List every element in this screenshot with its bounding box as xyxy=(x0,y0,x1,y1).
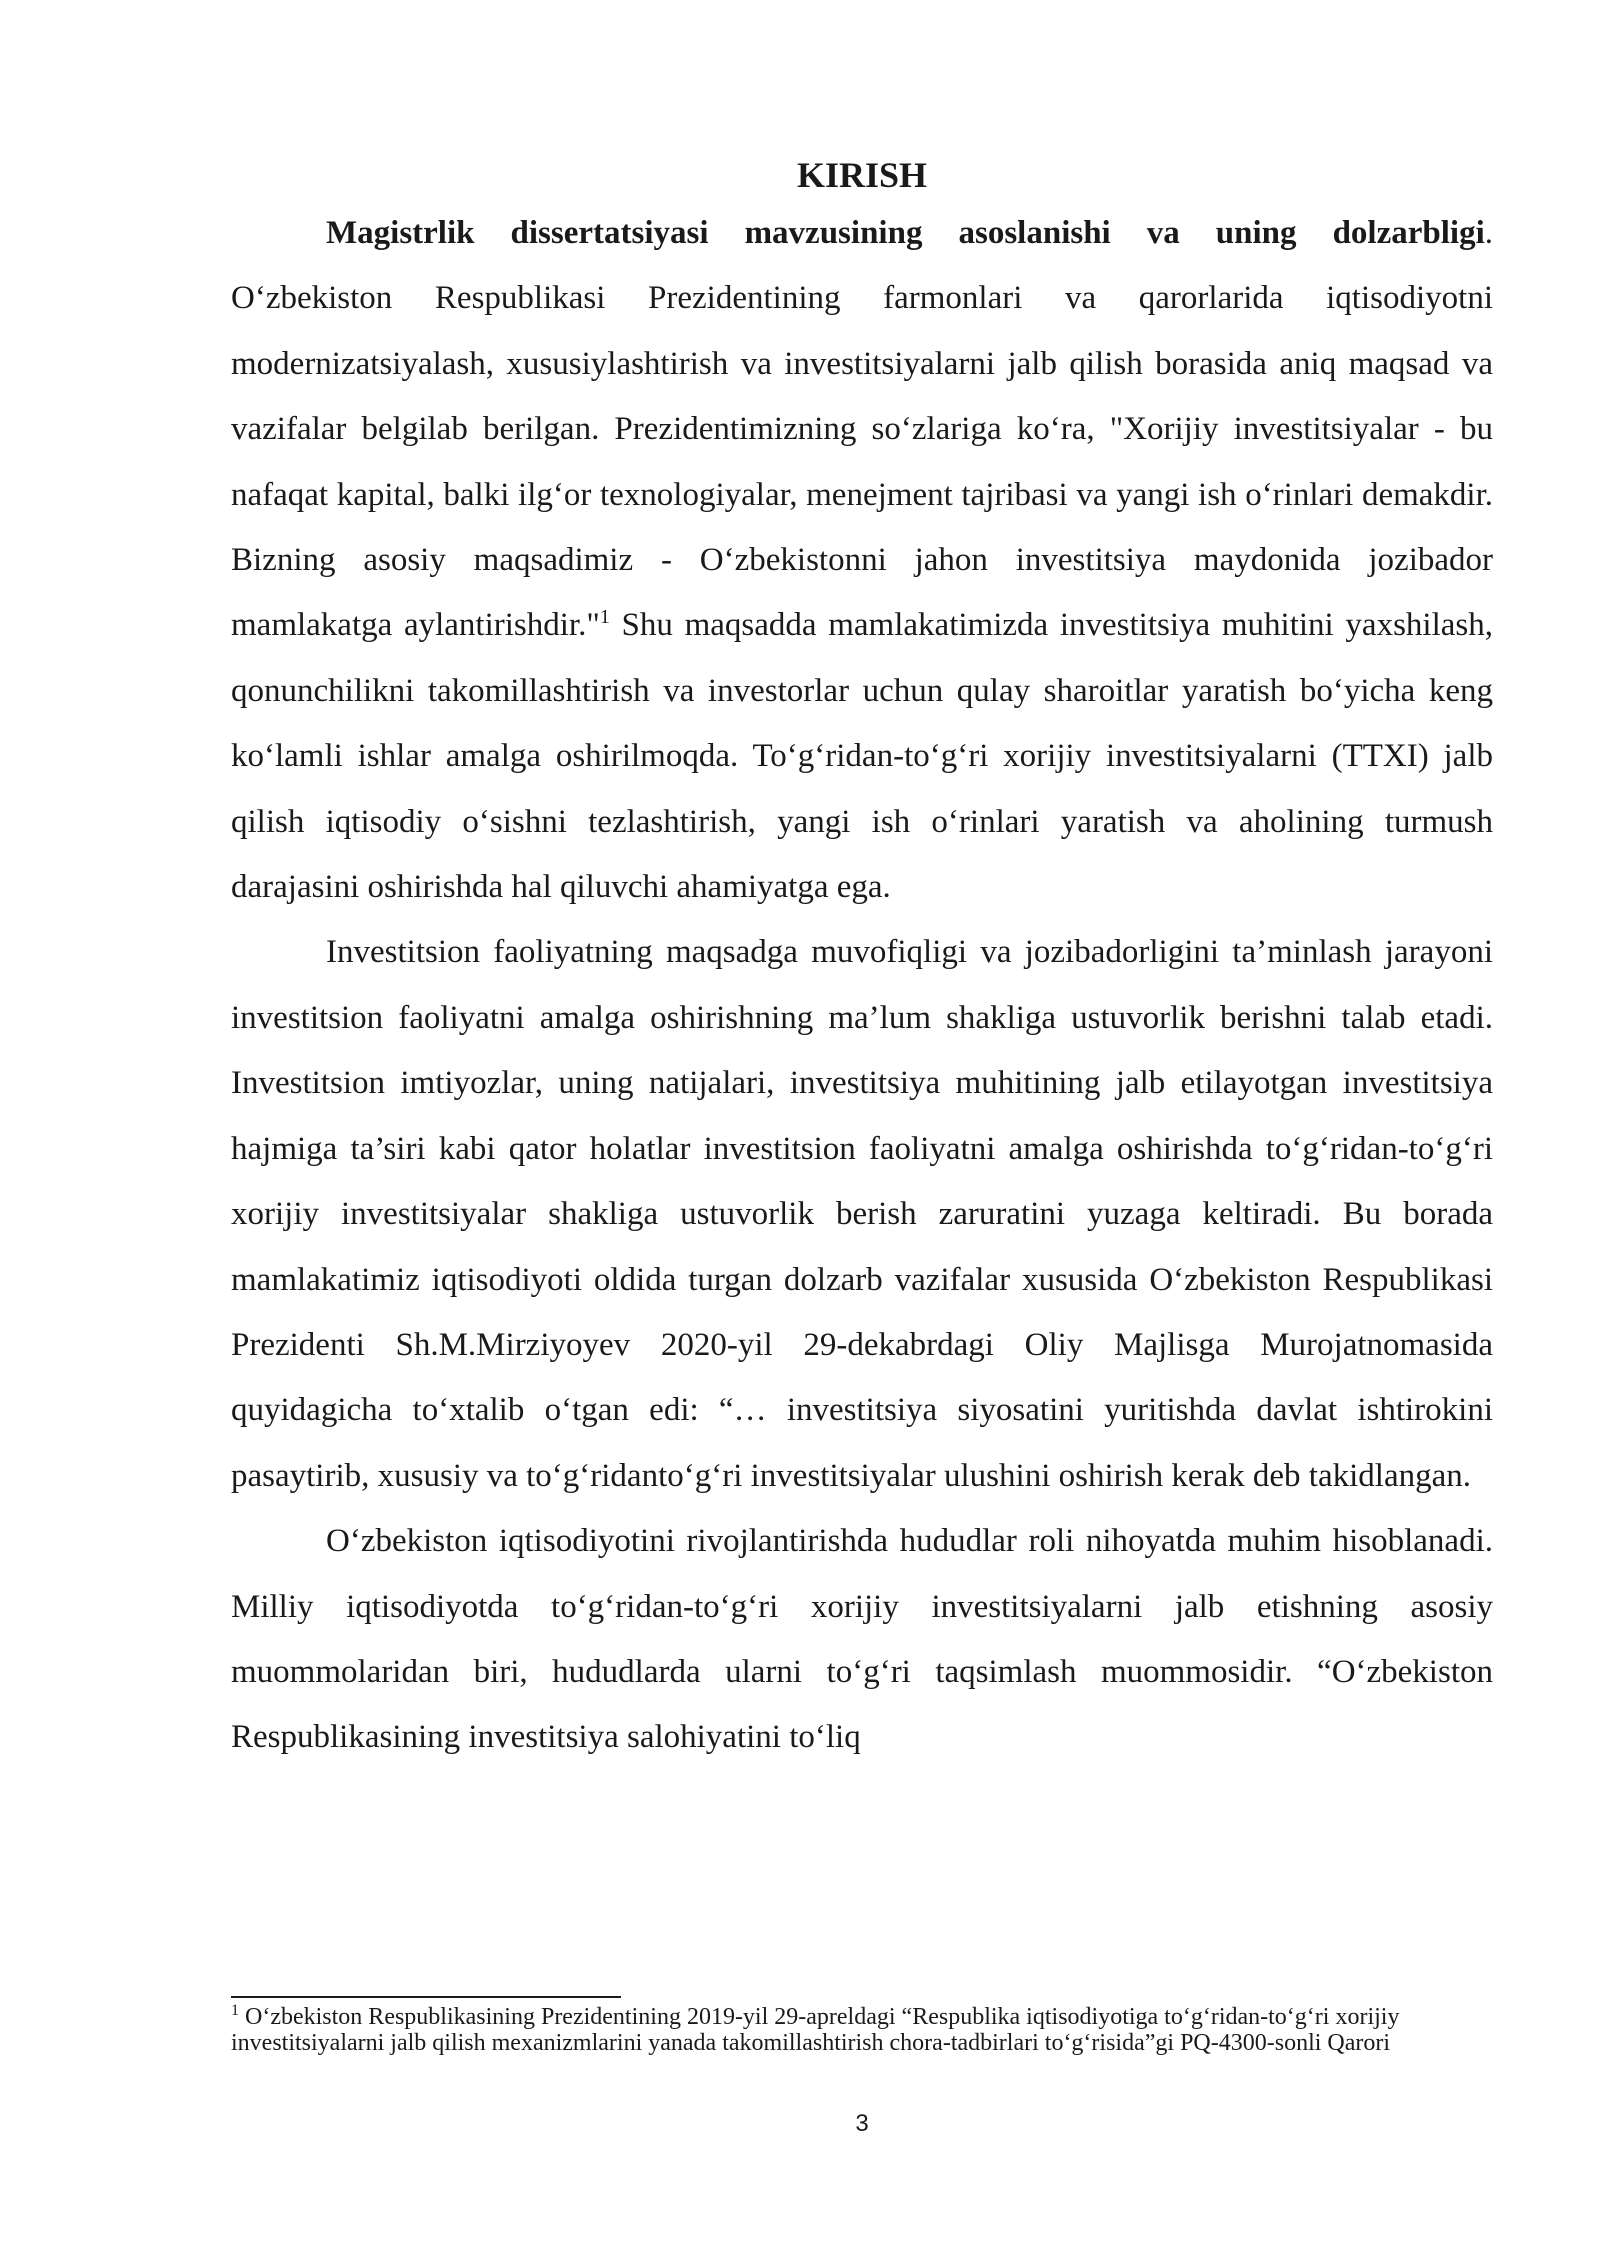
footnote-reference[interactable]: 1 xyxy=(599,606,610,629)
footnote-number: 1 xyxy=(231,2002,239,2019)
paragraph-1-text-a: O‘zbekiston Respublikasi Prezidentining farmonlari va qarorlarida iqtisodiyotni modernizatsiyalash, xususiylashtirish va investitsiyalarni jalb qilish borasida aniq maqsad va vazifalar belgilab berilgan. Prezidentimizning so‘zlariga ko‘ra, "Xorijiy investitsiyalar - bu nafaqat kapital, balki ilg‘or texnologiyalar, menejment tajribasi va yangi ish o‘rinlari demakdir. Bizning asosiy maqsadimiz - O‘zbekistonni jahon investitsiya maydonida jozibador mamlakatga aylantirishdir." xyxy=(231,280,1493,644)
footnote-text: O‘zbekiston Respublikasining Prezidentining 2019-yil 29-apreldagi “Respublika iqtisodiyotiga to‘g‘ridan-to‘g‘ri xorijiy investitsiyalarni jalb qilish mexanizmlarini yanada takomillashtirish chora-tadbirlari to‘g‘risida”gi PQ-4300-sonli Qarori xyxy=(231,2004,1400,2056)
page-number: 3 xyxy=(855,2110,869,2137)
paragraph-1-text-b: Shu maqsadda mamlakatimizda investitsiya muhitini yaxshilash, qonunchilikni takomillashtirish va investorlar uchun qulay sharoitlar yaratish bo‘yicha keng ko‘lamli ishlar amalga oshirilmoqda. To‘g‘ridan-to‘g‘ri xorijiy investitsiyalarni (TTXI) jalb qilish iqtisodiy o‘sishni tezlashtirish, yangi ish o‘rinlari yaratish va aholining turmush darajasini oshirishda hal qiluvchi ahamiyatga ega. xyxy=(231,607,1493,906)
paragraph-3: O‘zbekiston iqtisodiyotini rivojlantirishda hududlar roli nihoyatda muhim hisoblanadi. Milliy iqtisodiyotda to‘g‘ridan-to‘g‘ri xorijiy investitsiyalarni jalb etishning asosiy muommolaridan biri, hududlarda ularni to‘g‘ri taqsimlash muommosidir. “O‘zbekiston Respublikasining investitsiya salohiyatini to‘liq xyxy=(231,1523,1493,1756)
section-heading-bold: Magistrlik dissertatsiyasi mavzusining asoslanishi va uning dolzarbligi xyxy=(326,215,1485,251)
page-body xyxy=(231,150,1493,1771)
page-title: KIRISH xyxy=(796,155,928,195)
footnote-separator xyxy=(231,1996,621,1998)
paragraph-2: Investitsion faoliyatning maqsadga muvofiqligi va jozibadorligini ta’minlash jarayoni investitsion faoliyatni amalga oshirishning ma’lum shakliga ustuvorlik berishni talab etadi. Investitsion imtiyozlar, uning natijalari, investitsiya muhitining jalb etilayotgan investitsiya hajmiga ta’siri kabi qator holatlar investitsion faoliyatni amalga oshirishda to‘g‘ridan-to‘g‘ri xorijiy investitsiyalar shakliga ustuvorlik berish zaruratini yuzaga keltiradi. Bu borada mamlakatimiz iqtisodiyoti oldida turgan dolzarb vazifalar xususida O‘zbekiston Respublikasi Prezidenti Sh.M.Mirziyoyev 2020-yil 29-dekabrdagi Oliy Majlisga Murojatnomasida quyidagicha to‘xtalib o‘tgan edi: “… investitsiya siyosatini yuritishda davlat ishtirokini pasaytirib, xususiy va to‘g‘ridanto‘g‘ri investitsiyalar ulushini oshirish kerak deb takidlangan. xyxy=(231,934,1493,1494)
footnote xyxy=(231,2004,1493,2056)
paragraph-1 xyxy=(231,201,1493,920)
heading-period: . xyxy=(1484,215,1493,251)
